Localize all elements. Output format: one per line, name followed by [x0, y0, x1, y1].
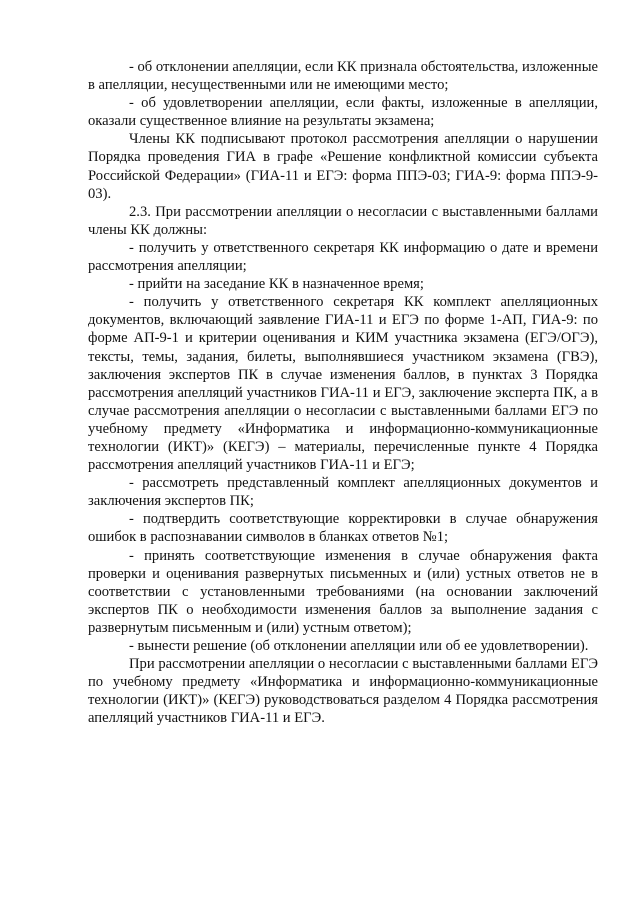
paragraph-attend-meeting: - прийти на заседание КК в назначенное время;	[129, 276, 424, 293]
paragraph-section-2-3: 2.3. При рассмотрении апелляции о несогласии с выставленными баллами члены КК должны:	[88, 203, 598, 238]
paragraph-get-info: - получить у ответственного секретаря КК информацию о дате и времени рассмотрения апелляции;	[88, 239, 598, 275]
paragraph-get-documents: - получить у ответственного секретаря КК комплект апелляционных документов, включающий заявление ГИА-11 и ЕГЭ по форме 1-АП, ГИА-9: по форме АП-9-1 и критерии оценивания и КИМ участника экзамена (ЕГЭ/ОГЭ), тексты, темы, задания, билеты, выполнявшиеся участником экзамена (ГВЭ), заключения экспертов ПК в случае изменения баллов, в пунктах 3 Порядка рассмотрения апелляций участников ГИА-11 и ЕГЭ, заключение эксперта ПК, а в случае рассмотрения апелляции о несогласии с выставленными баллами ЕГЭ по учебному предмету «Информатика и информационно-коммуникационные технологии (ИКТ)» (КЕГЭ) – материалы, перечисленные пункте 4 Порядка рассмотрения апелляций участников ГИА-11 и ЕГЭ;	[88, 294, 598, 474]
paragraph-satisfy-appeal: - об удовлетворении апелляции, если факты, изложенные в апелляции, оказали существенное влияние на результаты экзамена;	[88, 95, 598, 130]
paragraph-kege-guidance: При рассмотрении апелляции о несогласии с выставленными баллами ЕГЭ по учебному предмету «Информатика и информационно-коммуникационные технологии (ИКТ)» (КЕГЭ) руководствоваться разделом 4 Порядка рассмотрения апелляций участников ГИА-11 и ЕГЭ.	[88, 656, 598, 727]
document-body	[88, 58, 598, 727]
paragraph-make-decision: - вынести решение (об отклонении апелляции или об ее удовлетворении).	[129, 638, 589, 654]
paragraph-accept-changes: - принять соответствующие изменения в случае обнаружения факта проверки и оценивания развернутых письменных и (или) устных ответов не в соответствии с установленными требованиями (на основании заключений экспертов ПК о необходимости изменения баллов за выполнение задания с развернутым письменным и (или) устным ответом);	[88, 547, 598, 636]
paragraph-review-documents: - рассмотреть представленный комплект апелляционных документов и заключения экспертов ПК;	[88, 475, 598, 510]
paragraph-confirm-corrections: - подтвердить соответствующие корректировки в случае обнаружения ошибок в распознавании символов в бланках ответов №1;	[88, 511, 598, 546]
paragraph-reject-appeal: - об отклонении апелляции, если КК признала обстоятельства, изложенные в апелляции, несущественными или не имеющими место;	[88, 59, 598, 94]
paragraph-members-sign: Члены КК подписывают протокол рассмотрения апелляции о нарушении Порядка проведения ГИА в графе «Решение конфликтной комиссии субъекта Российской Федерации» (ГИА-11 и ЕГЭ: форма ППЭ-03; ГИА-9: форма ППЭ-9-03).	[88, 131, 598, 202]
